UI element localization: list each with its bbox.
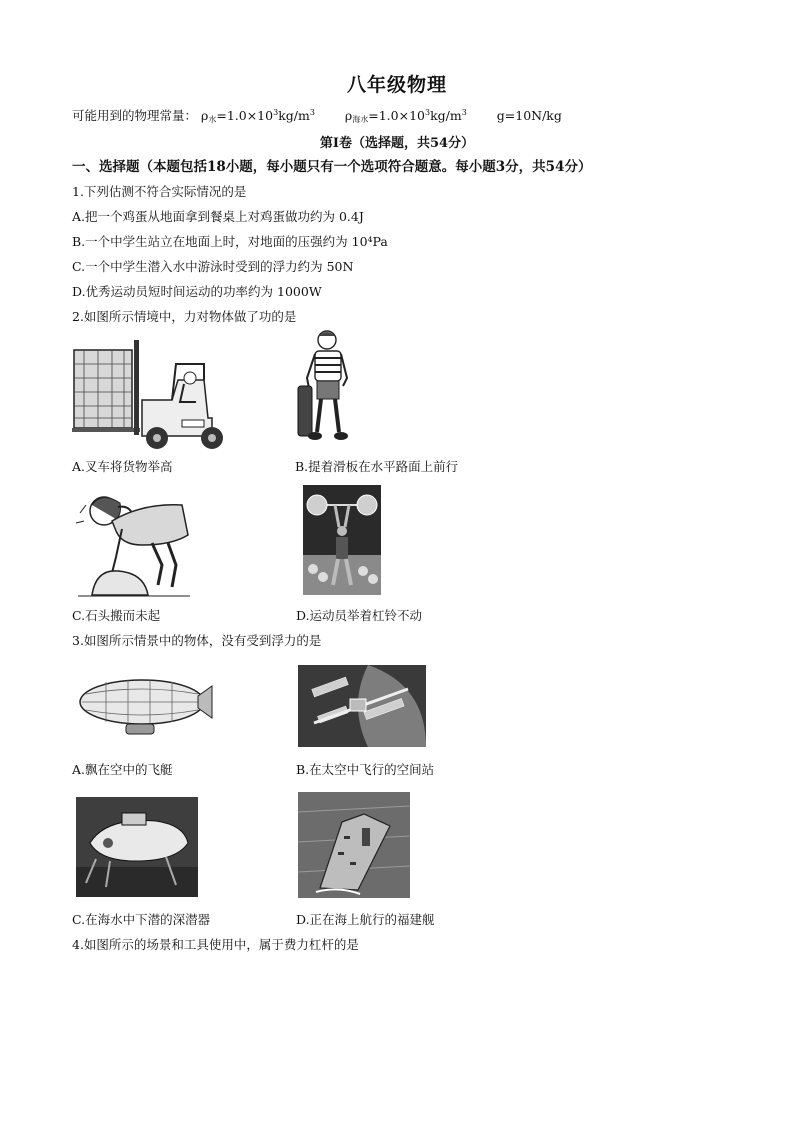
q1-option-d: D.优秀运动员短时间运动的功率约为 1000W [72,284,322,299]
q4-stem: 4.如图所示的场景和工具使用中，属于费力杠杆的是 [72,937,359,952]
q3-caption-c: C.在海水中下潜的深潜器 [72,912,211,927]
rho-water: $\rho_水=1.0\times 10^3kg/m^3$ [201,108,315,124]
rho-seawater: $\rho_{海水}=1.0\times 10^3kg/m^3$ [344,108,467,124]
weightlifter-image [303,485,381,595]
q1-stem: 1.下列估测不符合实际情况的是 [72,184,247,199]
physical-constants [72,106,562,125]
q3-caption-d: D.正在海上航行的福建舰 [296,912,435,927]
constants-prefix: 可能用到的物理常量： [72,108,198,123]
part-heading: 一、选择题（本题包括18小题，每小题只有一个选项符合题意。每小题3分，共54分） [72,159,592,175]
q2-caption-c: C.石头搬而未起 [72,608,161,623]
airship-image [76,670,216,748]
q1-option-a: A.把一个鸡蛋从地面拿到餐桌上对鸡蛋做功约为 0.4J [72,209,364,224]
section-title: 第Ⅰ卷（选择题，共54分） [319,136,475,151]
gravity-constant: g=10N/kg [496,108,562,123]
q2-caption-a: A.叉车将货物举高 [72,459,173,474]
q3-stem: 3.如图所示情景中的物体，没有受到浮力的是 [72,633,322,648]
boy-skateboard-image [295,328,355,448]
q2-caption-d: D.运动员举着杠铃不动 [296,608,423,623]
q1-option-b: B.一个中学生站立在地面上时，对地面的压强约为 10⁴Pa [72,234,388,249]
aircraft-carrier-image [298,792,410,898]
girl-stone-image [72,485,192,601]
page-title: 八年级物理 [346,74,447,96]
submersible-image [76,797,198,897]
q3-caption-a: A.飘在空中的飞艇 [72,762,173,777]
space-station-image [298,665,426,747]
forklift-image [72,340,232,450]
q2-caption-b: B.提着滑板在水平路面上前行 [295,459,459,474]
q1-option-c: C.一个中学生潜入水中游泳时受到的浮力约为 50N [72,259,354,274]
q3-caption-b: B.在太空中飞行的空间站 [296,762,435,777]
q2-stem: 2.如图所示情境中，力对物体做了功的是 [72,309,297,324]
